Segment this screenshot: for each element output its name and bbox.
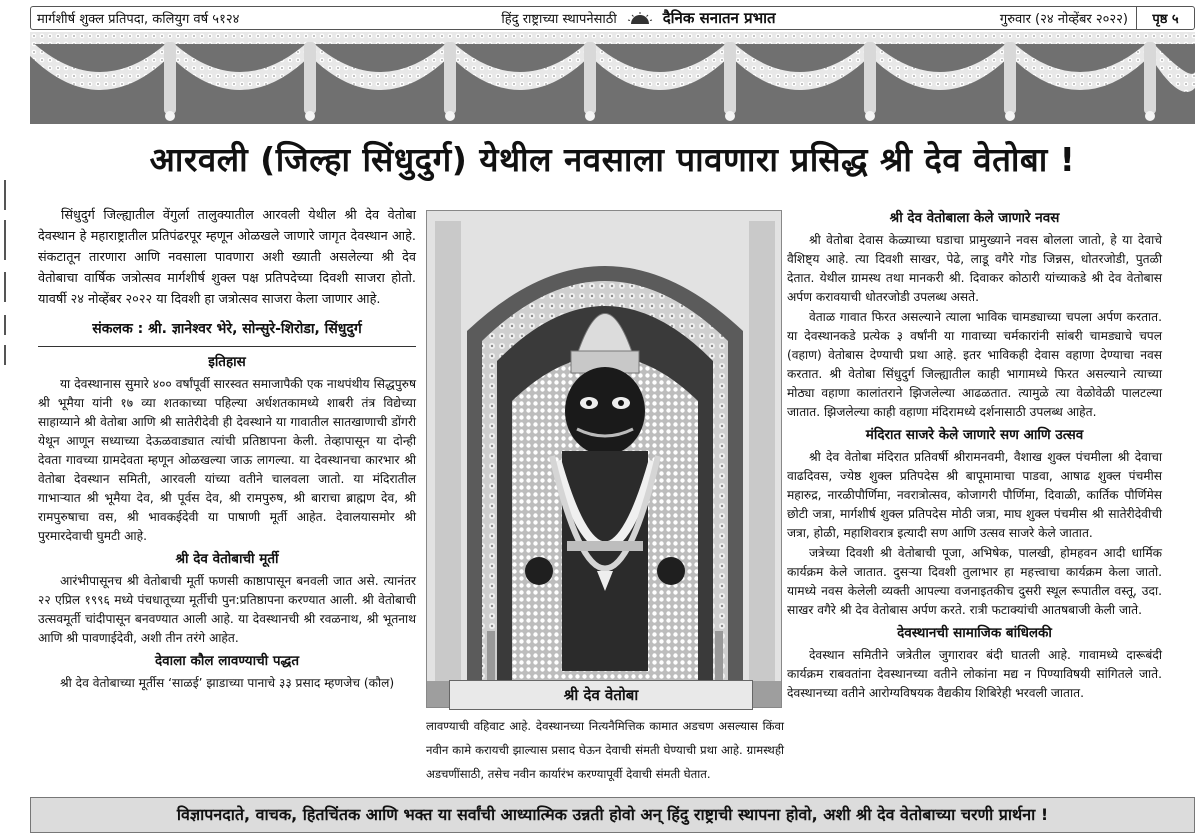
page-number: पृष्ठ ५ [1136,7,1194,29]
kaul-paragraph: श्री देव वेतोबाच्या मूर्तीस ‘साळई’ झाडाच्या पानाचे ३३ प्रसाद म्हणजेच (कौल) [59,676,395,690]
history-paragraph: या देवस्थानास सुमारे ४०० वर्षांपूर्वी सारस्वत समाजापैकी एक नाथपंथीय सिद्धपुरुष श्री भूमैया यांनी १७ व्या शतकाच्या पहिल्या अर्धशतकामध्ये शाबरी तंत्र विद्येच्या साहाय्याने श्री वेतोबा आणि श्री सातेरीदेवी ही देवस्थाने या गावातील सातखाणाची डोंगरी येथून आणून सध्याच्या देऊळवाड्यात त्यांची प्रतिष्ठापना केली. तेव्हापासून या दोन्ही देवता गावच्या ग्रामदेवता म्हणून ओळखल्या जाऊ लागल्या. या देवस्थानचा कारभार श्री वेतोबा देवस्थान समिती, आरवली यांच्या वतीने चालवला जातो. या मंदिरातील गाभाऱ्यात श्री भूमैया देव, श्री पूर्वस देव, श्री रामपुरुष, श्री बाराचा ब्राह्मण देव, श्री रामपुरुषाचा वस, श्री भावकईदेवी या पाषाणी मूर्ती आहेत. देवालयासमोर श्री पुरमारदेवाची घुमटी आहे. [38,377,416,543]
headline: आरवली (जिल्हा सिंधुदुर्ग) येथील नवसाला पावणारा प्रसिद्ध श्री देव वेतोबा ! [149,140,1076,179]
header-date-right: गुरुवार (२४ नोव्हेंबर २०२२) [999,12,1128,27]
right-column [787,205,1162,704]
idol-heading: श्री देव वेतोबाची मूर्ती [175,551,279,567]
garland-decoration [30,32,1195,124]
header-tagline: हिंदु राष्ट्राच्या स्थापनेसाठी [501,12,617,27]
page-header [30,6,1195,30]
paper-name: दैनिक सनातन प्रभात [662,9,776,27]
festivals-paragraph-2: जत्रेच्या दिवशी श्री वेतोबाची पूजा, अभिषेक, पालखी, होमहवन आदी धार्मिक कार्यक्रम केले जातात. दुसऱ्या दिवशी तुलाभार हा महत्त्वाचा कार्यक्रम केला जातो. यामध्ये नवस केलेली व्यक्ती आपल्या वजनाइतकीच दुसरी स्थूल रूपातील वस्तू, उदा. साखर वगैरे श्री देव वेतोबास अर्पण करते. रात्री फटाक्यांची आतषबाजी केली जाते. [787,546,1162,617]
margin-marks [2,180,10,370]
header-masthead [406,8,871,28]
compiler-divider [38,346,416,347]
festivals-paragraph-1: श्री देव वेतोबा मंदिरात प्रतिवर्षी श्रीरामनवमी, वैशाख शुक्ल पंचमीला श्री देवाचा वाढदिवस, ज्येष्ठ शुक्ल प्रतिपदेस श्री बापूमामाचा पाडवा, आषाढ शुक्ल पंचमीस महारुद्र, नारळीपौर्णिमा, नवरात्रोत्सव, कोजागरी पौर्णिमा, दिवाळी, कार्तिक पौर्णिमेस छोटी जत्रा, मार्गशीर्ष शुक्ल प्रतिपदेस मोठी जत्रा, माघ शुक्ल पंचमीस श्री सातेरीदेवीची जत्रा, होळी, महाशिवरात्र इत्यादी सण आणि उत्सव साजरे केले जातात. [787,450,1162,540]
festivals-heading: मंदिरात साजरे केले जाणारे सण आणि उत्सव [865,427,1084,443]
social-paragraph: देवस्थान समितीने जत्रेतील जुगारावर बंदी घातली आहे. गावामध्ये दारूबंदी कार्यक्रम राबवतांना देवस्थानच्या वतीने लोकांना मद्य न पिण्याविषयी सांगितले जाते. देवस्थानच्या वतीने आरोग्यविषयक वैद्यकीय शिबिरेही भरवली जातात. [787,648,1162,700]
history-heading: इतिहास [208,354,246,370]
deity-idol-image [427,211,782,708]
kaul-heading: देवाला कौल लावण्याची पद्धत [154,653,300,669]
rising-sun-icon [627,11,653,25]
middle-column-text: लावण्याची वहिवाट आहे. देवस्थानच्या नित्यनैमित्तिक कामात अडचण असल्यास किंवा नवीन कामे करायची झाल्यास प्रसाद घेऊन देवाची संमती घेण्याची प्रथा आहे. ग्रामस्थही अडचणींसाठी, तसेच नवीन कार्यारंभ करण्यापूर्वी देवाची संमती घेतात. [426,719,784,781]
deity-photo [426,210,782,708]
vows-paragraph-2: वेताळ गावात फिरत असल्याने त्याला भाविक चामड्याच्या चपला अर्पण करतात. या देवस्थानकडे प्रत्येक ३ वर्षांनी या गावाच्या चर्मकारांनी सांबरी चामड्याचे चपल (वहाण) वेतोबास देण्याची प्रथा आहे. इतर भाविकही देवास वहाणा देण्याचा नवस करतात. श्री वेतोबा सिंधुदुर्ग जिल्ह्यातील काही भागामध्ये फिरत असल्याने त्याच्या मोठ्या वहाणा कालांतराने झिजलेल्या आढळतात. त्यामुळे त्या वेळोवेळी पालटल्या जातात. झिजलेल्या काही वहाणा मंदिरामध्ये दर्शनासाठी उपलब्ध आहेत. [787,310,1162,419]
photo-caption: श्री देव वेतोबा [449,680,753,710]
garland-icon [30,32,1195,124]
left-column [38,205,416,694]
header-date-left: मार्गशीर्ष शुक्ल प्रतिपदा, कलियुग वर्ष ५१२४ [37,12,240,27]
vows-heading: श्री देव वेतोबाला केले जाणारे नवस [889,210,1060,226]
intro-paragraph: सिंधुदुर्ग जिल्ह्यातील वेंगुर्ला तालुक्यातील आरवली येथील श्री देव वेतोबा देवस्थान हे महाराष्ट्रातील प्रतिपंढरपूर म्हणून ओळखले जाणारे जागृत देवस्थान आहे. संकटातून तारणारा आणि नवसाला पावणारा अशी ख्याती असलेल्या श्री देव वेतोबाचा वार्षिक जत्रोत्सव मार्गशीर्ष शुक्ल पक्ष प्रतिपदेच्या दिवशी साजरा होतो. यावर्षी २४ नोव्हेंबर २०२२ या दिवशी हा जत्रोत्सव साजरा केला जाणार आहे. [38,208,416,307]
compiler-credit: संकलक : श्री. ज्ञानेश्वर भेरे, सोन्सुरे-शिरोडा, सिंधुदुर्ग [92,321,362,337]
prayer-footer: विज्ञापनदाते, वाचक, हितचिंतक आणि भक्त या सर्वांची आध्यात्मिक उन्नती होवो अन् हिंदु राष्ट्राची स्थापना होवो, अशी श्री देव वेतोबाच्या चरणी प्रार्थना ! [30,797,1195,833]
social-heading: देवस्थानची सामाजिक बांधिलकी [897,625,1052,641]
idol-paragraph: आरंभीपासूनच श्री वेतोबाची मूर्ती फणसी काष्ठापासून बनवली जात असे. त्यानंतर २२ एप्रिल १९९६ मध्ये पंचधातूच्या मूर्तीची पुन:प्रतिष्ठापना करण्यात आली. श्री वेतोबाची उत्सवमूर्ती चांदीपासून बनवण्यात आली आहे. या देवस्थानची श्री रवळनाथ, श्री भूतनाथ आणि श्री पावणाईदेवी, अशी तीन तरंगे आहेत. [38,574,416,645]
vows-paragraph-1: श्री वेतोबा देवास केळ्याच्या घडाचा प्रामुख्याने नवस बोलला जातो, हे या देवाचे वैशिष्ट्य आहे. त्या दिवशी साखर, पेढे, लाडू वगैरे गोड जिन्नस, धोतरजोडी, पुतळी देतात. येथील ग्रामस्थ तथा मानकरी श्री. दिवाकर कोठारी यांच्याकडे श्री देव वेतोबास अर्पण करावयाची धोतरजोडी उपलब्ध असते. [787,233,1162,304]
